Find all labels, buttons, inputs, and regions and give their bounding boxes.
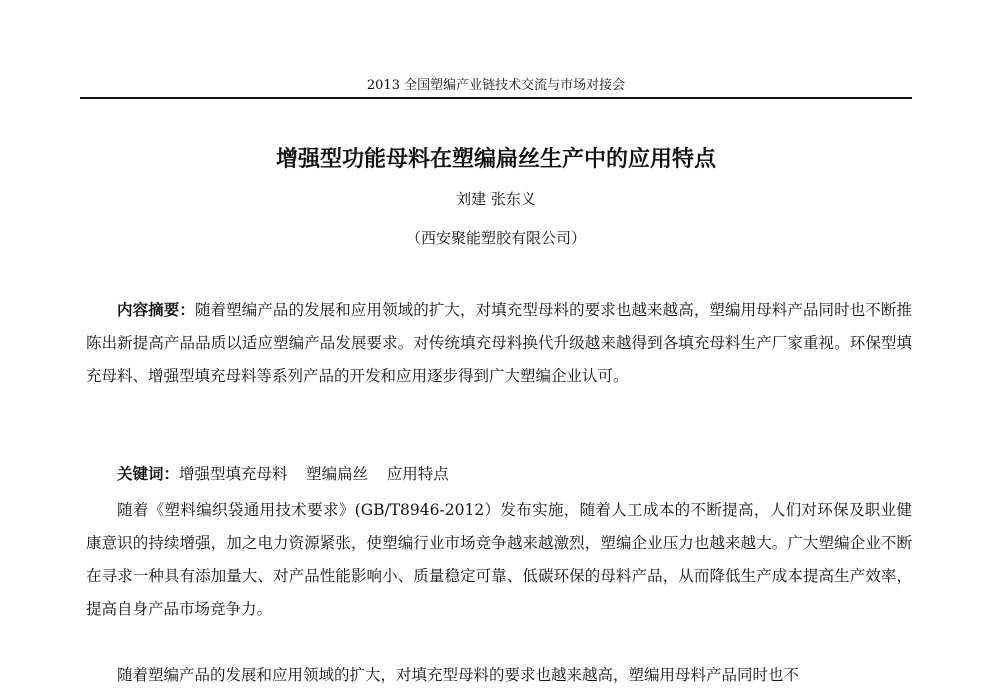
paper-authors: 刘建 张东义	[456, 190, 536, 208]
keyword-item: 应用特点	[386, 465, 449, 483]
keywords-label: 关键词：	[117, 465, 180, 483]
paper-affiliation: （西安聚能塑胶有限公司）	[405, 229, 586, 247]
body-paragraph: 随着《塑料编织袋通用技术要求》(GB/T8946-2012）发布实施，随着人工成本的不断提高，人们对环保及职业健康意识的持续增强，加之电力资源紧张，使塑编行业市场竞争越来越激烈，塑编企业压力也越来越大。广大塑编企业不断在寻求一种具有添加量大、对产品性能影响小、质量稳定可靠、低碳环保的母料产品，从而降低生产成本提高生产效率，提高自身产品市场竞争力。	[86, 501, 912, 618]
keywords-paragraph	[86, 458, 912, 491]
paper-title: 增强型功能母料在塑编扁丝生产中的应用特点	[275, 147, 716, 172]
abstract-paragraph	[86, 294, 912, 393]
header-rule	[80, 97, 912, 99]
body-paragraph: 随着塑编产品的发展和应用领域的扩大，对填充型母料的要求也越来越高，塑编用母料产品同时也不	[117, 666, 800, 684]
running-header: 2013 全国塑编产业链技术交流与市场对接会	[366, 78, 626, 93]
keyword-item: 增强型填充母料	[179, 465, 288, 483]
abstract-label: 内容摘要：	[117, 301, 195, 319]
keyword-item: 塑编扁丝	[306, 465, 369, 483]
abstract-text: 随着塑编产品的发展和应用领域的扩大，对填充型母料的要求也越来越高，塑编用母料产品同时也不断推陈出新提高产品品质以适应塑编产品发展要求。对传统填充母料换代升级越来越得到各填充母料生产厂家重视。环保型填充母料、增强型填充母料等系列产品的开发和应用逐步得到广大塑编企业认可。	[86, 301, 912, 385]
